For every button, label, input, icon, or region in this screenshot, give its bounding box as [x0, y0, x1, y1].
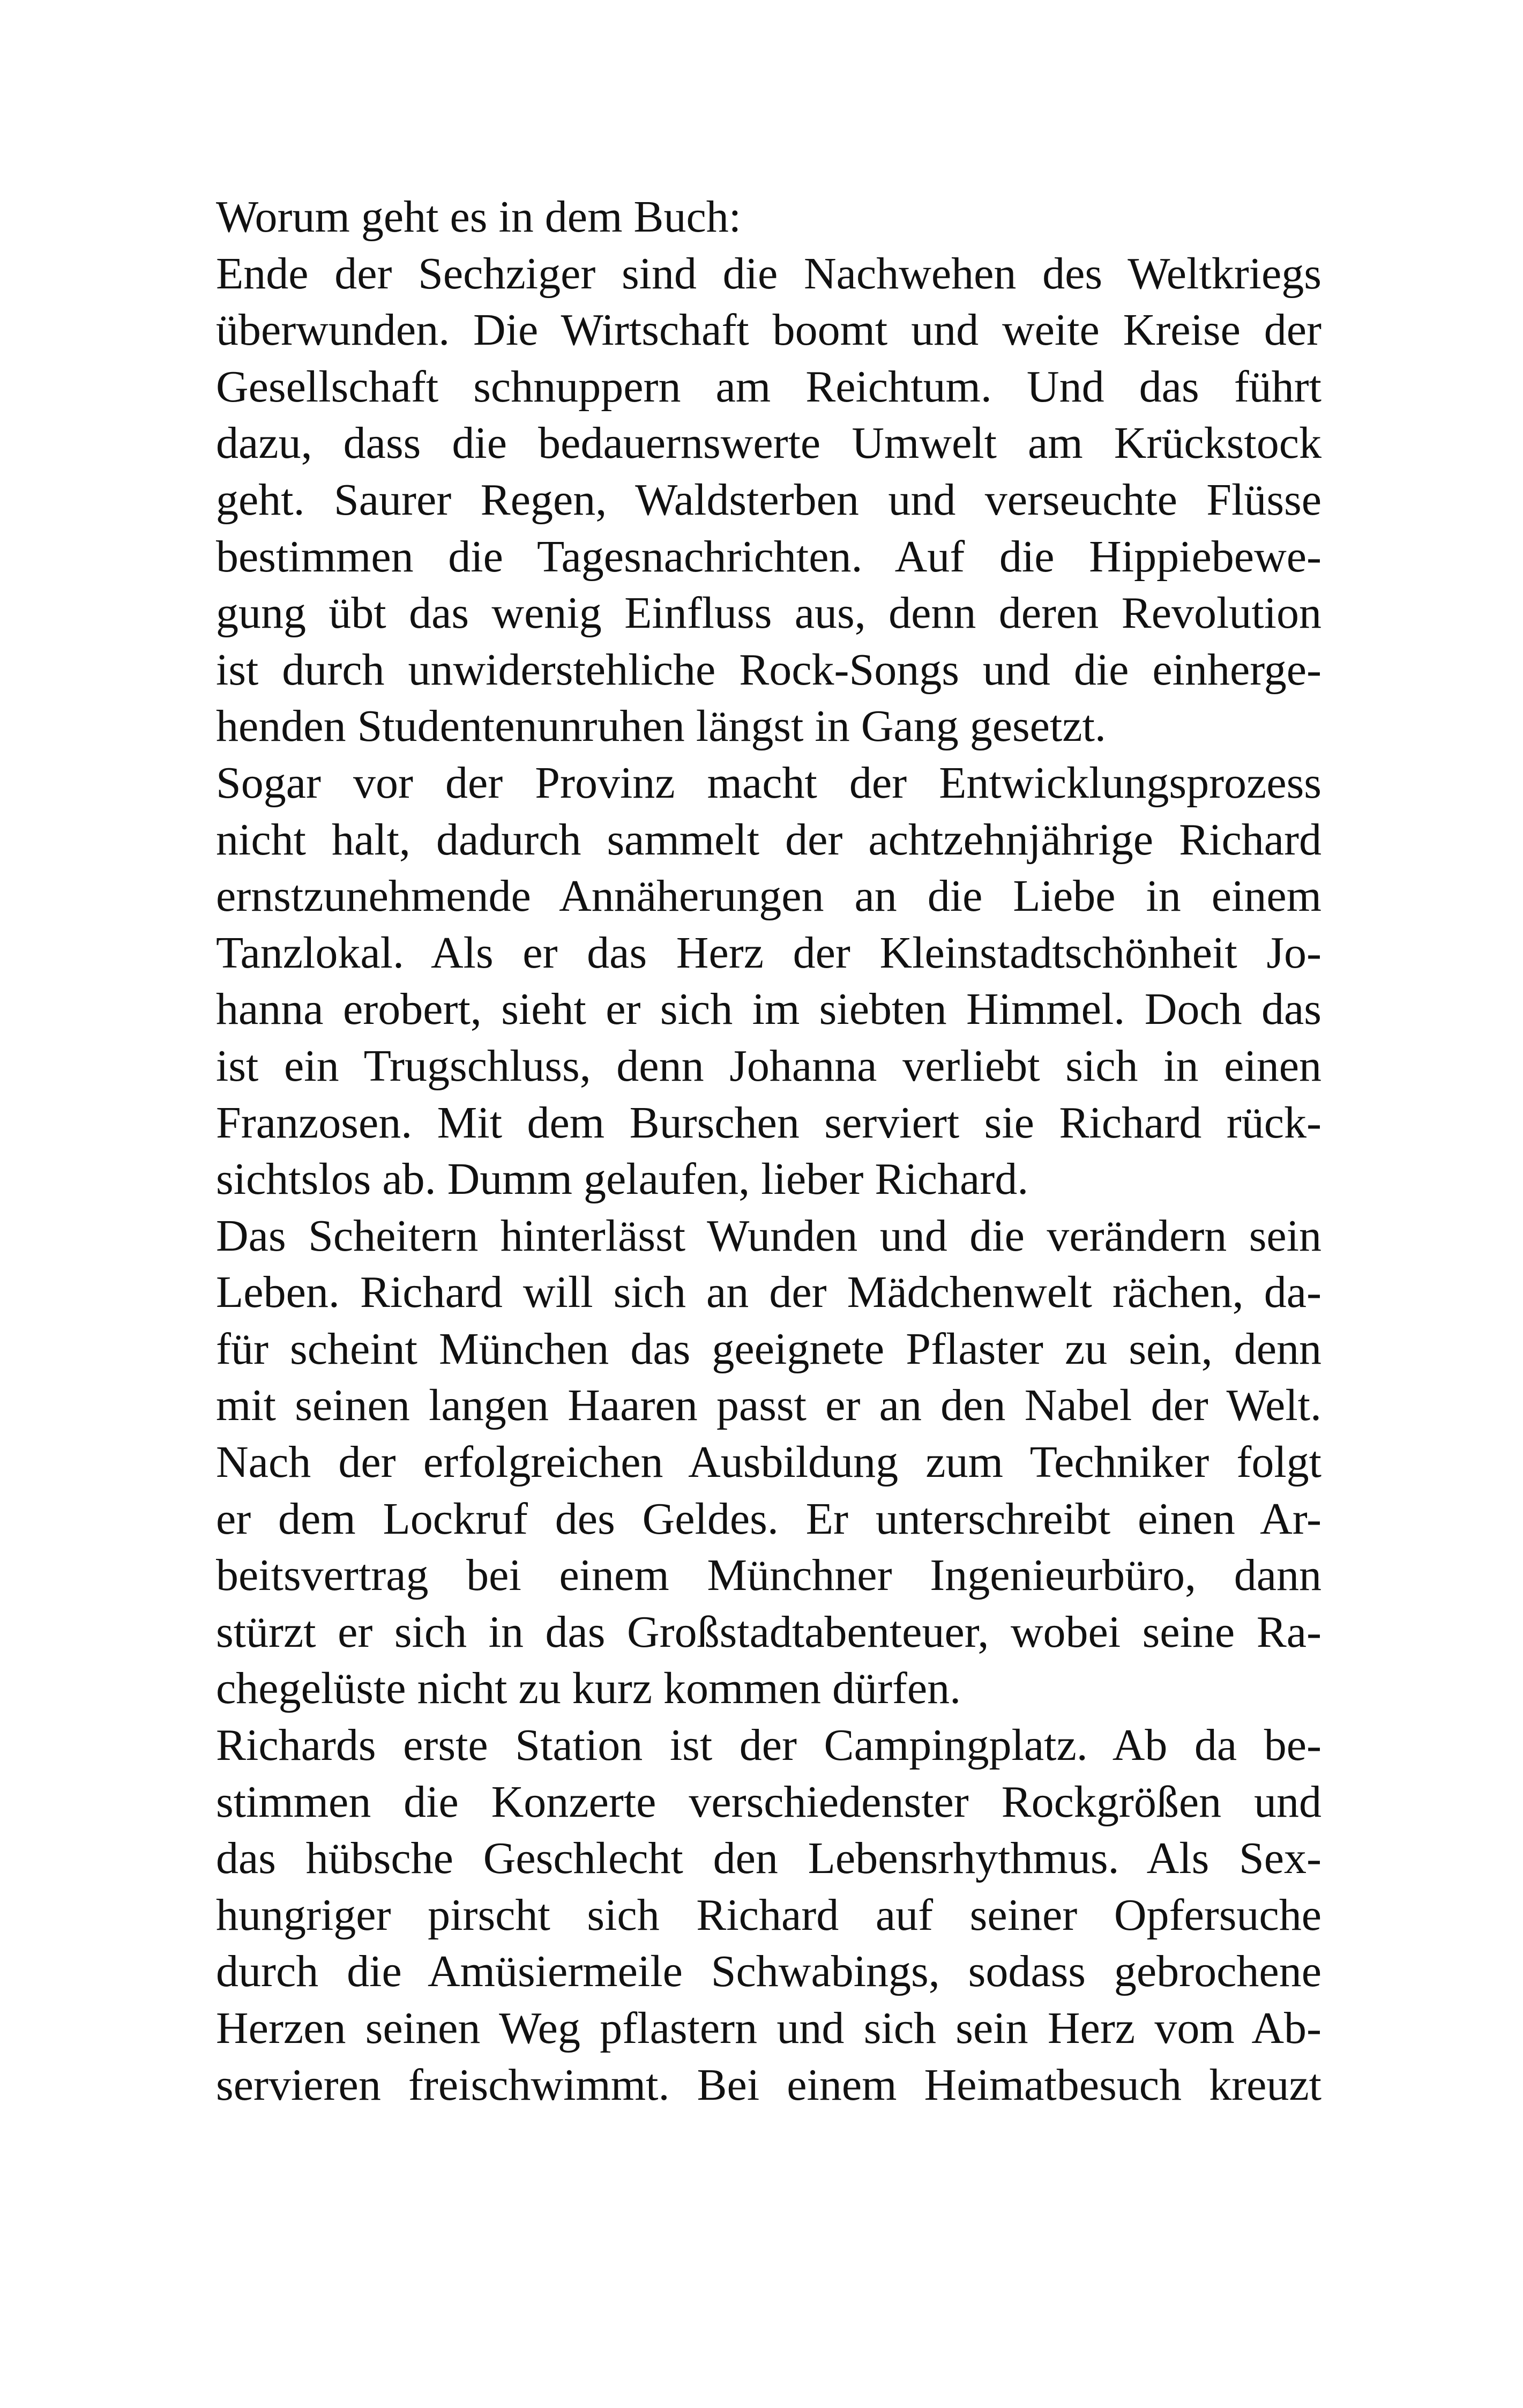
text-line: hungriger pirscht sich Richard auf seiner Opfersuche — [216, 1890, 1322, 1940]
text-line: stimmen die Konzerte verschiedenster Rockgrößen und — [216, 1777, 1322, 1827]
text-line: überwunden. Die Wirtschaft boomt und weite Kreise der — [216, 305, 1322, 355]
text-line: nicht halt, dadurch sammelt der achtzehnjährige Richard — [216, 814, 1322, 865]
text-line: Franzosen. Mit dem Burschen serviert sie Richard rück- — [216, 1097, 1322, 1148]
text-line: henden Studentenunruhen längst in Gang gesetzt. — [216, 701, 1106, 752]
text-line: sichtslos ab. Dumm gelaufen, lieber Richard. — [216, 1154, 1029, 1205]
text-line: er dem Lockruf des Geldes. Er unterschreibt einen Ar- — [216, 1493, 1322, 1544]
text-line: Das Scheitern hinterlässt Wunden und die verändern sein — [216, 1210, 1322, 1261]
text-line: bestimmen die Tagesnachrichten. Auf die Hippiebewe- — [216, 531, 1322, 582]
text-line: ernstzunehmende Annäherungen an die Liebe in einem — [216, 871, 1322, 921]
text-line: Richards erste Station ist der Campingplatz. Ab da be- — [216, 1720, 1322, 1771]
text-line: Herzen seinen Weg pflastern und sich sein Herz vom Ab- — [216, 2003, 1322, 2053]
text-line: für scheint München das geeignete Pflaster zu sein, denn — [216, 1324, 1322, 1374]
text-line: Nach der erfolgreichen Ausbildung zum Techniker folgt — [216, 1437, 1322, 1488]
text-line: hanna erobert, sieht er sich im siebten Himmel. Doch das — [216, 984, 1322, 1035]
text-line: durch die Amüsiermeile Schwabings, sodass gebrochene — [216, 1946, 1322, 1997]
text-line: Ende der Sechziger sind die Nachwehen des Weltkriegs — [216, 248, 1322, 299]
body-text — [216, 189, 1322, 2113]
text-line: dazu, dass die bedauernswerte Umwelt am Krückstock — [216, 418, 1322, 469]
text-line: mit seinen langen Haaren passt er an den Nabel der Welt. — [216, 1380, 1322, 1431]
text-line: servieren freischwimmt. Bei einem Heimatbesuch kreuzt — [216, 2060, 1322, 2110]
text-line: Tanzlokal. Als er das Herz der Kleinstadtschönheit Jo- — [216, 927, 1322, 978]
text-line: ist ein Trugschluss, denn Johanna verliebt sich in einen — [216, 1041, 1322, 1091]
text-line: Sogar vor der Provinz macht der Entwicklungsprozess — [216, 757, 1322, 808]
text-line: chegelüste nicht zu kurz kommen dürfen. — [216, 1663, 961, 1714]
text-line-heading: Worum geht es in dem Buch: — [216, 192, 742, 242]
text-line: gung übt das wenig Einfluss aus, denn deren Revolution — [216, 588, 1322, 638]
text-line: Gesellschaft schnuppern am Reichtum. Und das führt — [216, 361, 1322, 412]
text-line: das hübsche Geschlecht den Lebensrhythmus. Als Sex- — [216, 1833, 1322, 1884]
text-line: stürzt er sich in das Großstadtabenteuer, wobei seine Ra- — [216, 1607, 1322, 1657]
text-line: geht. Saurer Regen, Waldsterben und verseuchte Flüsse — [216, 474, 1322, 525]
text-line: Leben. Richard will sich an der Mädchenwelt rächen, da- — [216, 1267, 1322, 1318]
text-line: ist durch unwiderstehliche Rock-Songs und die einherge- — [216, 644, 1322, 695]
text-line: beitsvertrag bei einem Münchner Ingenieurbüro, dann — [216, 1550, 1322, 1601]
